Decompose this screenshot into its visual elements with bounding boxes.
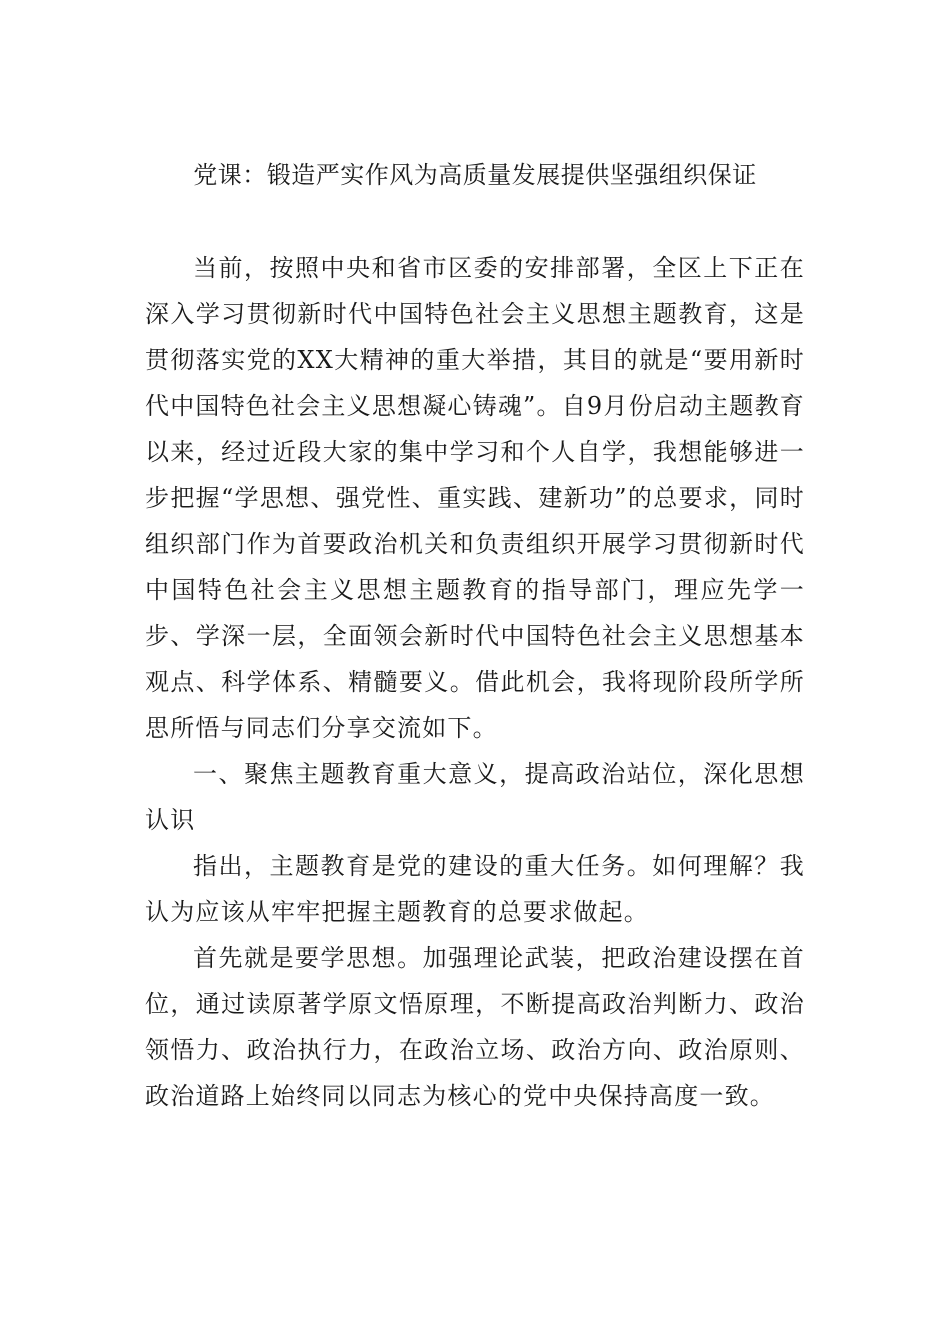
document-title: 党课：锻造严实作风为高质量发展提供坚强组织保证 (193, 161, 757, 189)
paragraph-intro: 当前，按照中央和省市区委的安排部署，全区上下正在深入学习贯彻新时代中国特色社会主义思想主题教育，这是贯彻落实党的XX大精神的重大举措，其目的就是“要用新时代中国特色社会主义思想凝心铸魂”。自9月份启动主题教育以来，经过近段大家的集中学习和个人自学，我想能够进一步把握“学思想、强党性、重实践、建新功”的总要求，同时组织部门作为首要政治机关和负责组织开展学习贯彻新时代中国特色社会主义思想主题教育的指导部门，理应先学一步、学深一层，全面领会新时代中国特色社会主义思想基本观点、科学体系、精髓要义。借此机会，我将现阶段所学所思所悟与同志们分享交流如下。 (145, 254, 805, 742)
section-heading-1: 一、聚焦主题教育重大意义，提高政治站位，深化思想认识 (145, 760, 805, 834)
paragraph-3: 首先就是要学思想。加强理论武装，把政治建设摆在首位，通过读原著学原文悟原理，不断提高政治判断力、政治领悟力、政治执行力，在政治立场、政治方向、政治原则、政治道路上始终同以同志为核心的党中央保持高度一致。 (145, 944, 805, 1110)
paragraph-2: 指出，主题教育是党的建设的重大任务。如何理解？我认为应该从牢牢把握主题教育的总要求做起。 (145, 852, 805, 926)
document-body (145, 245, 805, 1119)
